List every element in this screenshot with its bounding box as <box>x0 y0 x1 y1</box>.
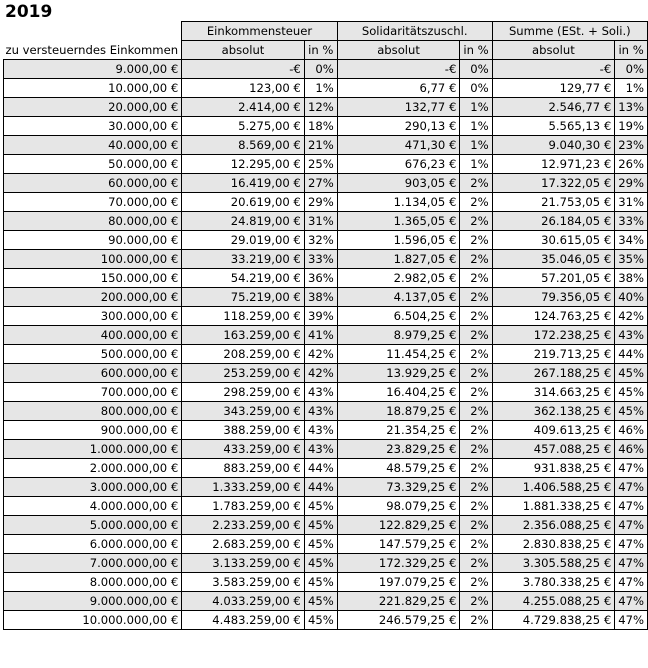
cell-income: 600.000,00 € <box>4 364 182 383</box>
cell-income: 10.000.000,00 € <box>4 611 182 630</box>
table-row <box>4 212 648 231</box>
cell-income: 3.000.000,00 € <box>4 478 182 497</box>
cell-est-absolut: 118.259,00 € <box>182 307 305 326</box>
cell-sum-absolut: 2.830.838,25 € <box>492 535 615 554</box>
table-row <box>4 231 648 250</box>
cell-income: 150.000,00 € <box>4 269 182 288</box>
header-soli-absolut: absolut <box>337 41 460 60</box>
cell-soli-pct: 0% <box>460 60 492 79</box>
table-row <box>4 117 648 136</box>
table-row <box>4 611 648 630</box>
cell-income: 8.000.000,00 € <box>4 573 182 592</box>
cell-soli-pct: 2% <box>460 193 492 212</box>
cell-income: 400.000,00 € <box>4 326 182 345</box>
cell-income: 800.000,00 € <box>4 402 182 421</box>
cell-sum-pct: 46% <box>615 421 648 440</box>
cell-income: 300.000,00 € <box>4 307 182 326</box>
header-sum-absolut: absolut <box>492 41 615 60</box>
cell-est-absolut: 1.783.259,00 € <box>182 497 305 516</box>
cell-est-pct: 31% <box>304 212 337 231</box>
cell-est-pct: 43% <box>304 402 337 421</box>
cell-sum-pct: 31% <box>615 193 648 212</box>
cell-sum-pct: 26% <box>615 155 648 174</box>
cell-income: 60.000,00 € <box>4 174 182 193</box>
header-einkommensteuer: Einkommensteuer <box>182 22 338 41</box>
cell-income: 1.000.000,00 € <box>4 440 182 459</box>
cell-soli-absolut: 676,23 € <box>337 155 460 174</box>
cell-sum-pct: 45% <box>615 383 648 402</box>
cell-soli-pct: 2% <box>460 478 492 497</box>
table-row <box>4 307 648 326</box>
table-row <box>4 497 648 516</box>
table-row <box>4 136 648 155</box>
cell-sum-pct: 42% <box>615 307 648 326</box>
cell-sum-absolut: 3.780.338,25 € <box>492 573 615 592</box>
cell-soli-absolut: 903,05 € <box>337 174 460 193</box>
cell-sum-absolut: 129,77 € <box>492 79 615 98</box>
cell-est-pct: 32% <box>304 231 337 250</box>
cell-sum-pct: 47% <box>615 554 648 573</box>
cell-est-absolut: 33.219,00 € <box>182 250 305 269</box>
cell-income: 5.000.000,00 € <box>4 516 182 535</box>
header-soli-pct: in % <box>460 41 492 60</box>
cell-est-absolut: 433.259,00 € <box>182 440 305 459</box>
cell-soli-pct: 2% <box>460 364 492 383</box>
cell-est-absolut: 1.333.259,00 € <box>182 478 305 497</box>
cell-est-pct: 45% <box>304 554 337 573</box>
cell-soli-absolut: 471,30 € <box>337 136 460 155</box>
cell-soli-absolut: 16.404,25 € <box>337 383 460 402</box>
cell-est-absolut: 24.819,00 € <box>182 212 305 231</box>
cell-sum-absolut: 124.763,25 € <box>492 307 615 326</box>
cell-soli-pct: 2% <box>460 231 492 250</box>
cell-soli-pct: 2% <box>460 326 492 345</box>
table-row <box>4 345 648 364</box>
cell-sum-absolut: 57.201,05 € <box>492 269 615 288</box>
cell-est-absolut: 3.583.259,00 € <box>182 573 305 592</box>
cell-sum-pct: 35% <box>615 250 648 269</box>
cell-soli-absolut: 73.329,25 € <box>337 478 460 497</box>
cell-est-pct: 45% <box>304 611 337 630</box>
cell-income: 200.000,00 € <box>4 288 182 307</box>
cell-est-pct: 27% <box>304 174 337 193</box>
cell-soli-pct: 2% <box>460 535 492 554</box>
cell-est-absolut: 208.259,00 € <box>182 345 305 364</box>
cell-est-absolut: 163.259,00 € <box>182 326 305 345</box>
cell-sum-absolut: 26.184,05 € <box>492 212 615 231</box>
cell-est-absolut: 253.259,00 € <box>182 364 305 383</box>
cell-soli-pct: 2% <box>460 288 492 307</box>
cell-est-pct: 1% <box>304 79 337 98</box>
cell-sum-absolut: - € <box>492 60 615 79</box>
table-row <box>4 250 648 269</box>
table-row <box>4 288 648 307</box>
cell-est-pct: 42% <box>304 345 337 364</box>
cell-soli-pct: 2% <box>460 174 492 193</box>
cell-est-pct: 36% <box>304 269 337 288</box>
cell-soli-pct: 2% <box>460 421 492 440</box>
cell-est-absolut: 883.259,00 € <box>182 459 305 478</box>
cell-est-pct: 45% <box>304 592 337 611</box>
table-row <box>4 364 648 383</box>
table-row <box>4 155 648 174</box>
cell-soli-absolut: - € <box>337 60 460 79</box>
cell-soli-absolut: 1.827,05 € <box>337 250 460 269</box>
header-solidaritaetszuschlag: Solidaritätszuschl. <box>337 22 492 41</box>
cell-est-absolut: 16.419,00 € <box>182 174 305 193</box>
cell-sum-pct: 1% <box>615 79 648 98</box>
cell-soli-pct: 2% <box>460 497 492 516</box>
table-row <box>4 269 648 288</box>
cell-income: 2.000.000,00 € <box>4 459 182 478</box>
table-row <box>4 193 648 212</box>
cell-soli-pct: 2% <box>460 440 492 459</box>
cell-est-absolut: - € <box>182 60 305 79</box>
cell-est-pct: 43% <box>304 421 337 440</box>
cell-soli-pct: 2% <box>460 212 492 231</box>
cell-est-absolut: 8.569,00 € <box>182 136 305 155</box>
cell-soli-pct: 1% <box>460 98 492 117</box>
table-row <box>4 98 648 117</box>
cell-est-pct: 39% <box>304 307 337 326</box>
cell-est-pct: 25% <box>304 155 337 174</box>
cell-sum-absolut: 457.088,25 € <box>492 440 615 459</box>
cell-soli-absolut: 21.354,25 € <box>337 421 460 440</box>
cell-soli-pct: 1% <box>460 117 492 136</box>
cell-sum-pct: 23% <box>615 136 648 155</box>
cell-est-pct: 43% <box>304 440 337 459</box>
cell-sum-pct: 43% <box>615 326 648 345</box>
cell-income: 50.000,00 € <box>4 155 182 174</box>
cell-soli-pct: 2% <box>460 269 492 288</box>
cell-est-pct: 45% <box>304 535 337 554</box>
table-row <box>4 573 648 592</box>
table-row <box>4 459 648 478</box>
cell-sum-absolut: 4.255.088,25 € <box>492 592 615 611</box>
cell-soli-pct: 2% <box>460 611 492 630</box>
table-row <box>4 554 648 573</box>
cell-est-absolut: 20.619,00 € <box>182 193 305 212</box>
cell-income: 9.000.000,00 € <box>4 592 182 611</box>
header-sum-pct: in % <box>615 41 648 60</box>
cell-est-pct: 29% <box>304 193 337 212</box>
cell-sum-absolut: 35.046,05 € <box>492 250 615 269</box>
cell-soli-absolut: 1.596,05 € <box>337 231 460 250</box>
cell-income: 900.000,00 € <box>4 421 182 440</box>
cell-soli-pct: 2% <box>460 383 492 402</box>
group-header-row <box>4 22 648 41</box>
table-row <box>4 402 648 421</box>
cell-soli-absolut: 98.079,25 € <box>337 497 460 516</box>
cell-sum-absolut: 9.040,30 € <box>492 136 615 155</box>
cell-soli-absolut: 197.079,25 € <box>337 573 460 592</box>
cell-income: 4.000.000,00 € <box>4 497 182 516</box>
cell-income: 90.000,00 € <box>4 231 182 250</box>
cell-soli-absolut: 290,13 € <box>337 117 460 136</box>
cell-est-absolut: 388.259,00 € <box>182 421 305 440</box>
cell-soli-absolut: 2.982,05 € <box>337 269 460 288</box>
cell-est-absolut: 343.259,00 € <box>182 402 305 421</box>
tax-table <box>3 21 648 630</box>
cell-sum-pct: 45% <box>615 364 648 383</box>
cell-income: 7.000.000,00 € <box>4 554 182 573</box>
cell-soli-absolut: 4.137,05 € <box>337 288 460 307</box>
cell-soli-pct: 2% <box>460 250 492 269</box>
cell-est-pct: 44% <box>304 459 337 478</box>
cell-income: 6.000.000,00 € <box>4 535 182 554</box>
cell-est-absolut: 29.019,00 € <box>182 231 305 250</box>
table-row <box>4 174 648 193</box>
cell-soli-pct: 2% <box>460 459 492 478</box>
cell-soli-absolut: 172.329,25 € <box>337 554 460 573</box>
cell-est-pct: 41% <box>304 326 337 345</box>
cell-est-absolut: 4.033.259,00 € <box>182 592 305 611</box>
cell-soli-pct: 2% <box>460 516 492 535</box>
header-est-absolut: absolut <box>182 41 305 60</box>
cell-est-pct: 33% <box>304 250 337 269</box>
cell-sum-pct: 47% <box>615 592 648 611</box>
cell-soli-pct: 2% <box>460 554 492 573</box>
cell-sum-absolut: 219.713,25 € <box>492 345 615 364</box>
table-row <box>4 440 648 459</box>
cell-soli-absolut: 6.504,25 € <box>337 307 460 326</box>
cell-sum-absolut: 21.753,05 € <box>492 193 615 212</box>
cell-soli-pct: 2% <box>460 573 492 592</box>
cell-sum-pct: 47% <box>615 459 648 478</box>
cell-sum-pct: 47% <box>615 516 648 535</box>
page-title: 2019 <box>5 2 53 22</box>
cell-sum-pct: 19% <box>615 117 648 136</box>
cell-sum-pct: 45% <box>615 402 648 421</box>
cell-sum-pct: 47% <box>615 573 648 592</box>
cell-est-pct: 45% <box>304 573 337 592</box>
cell-soli-absolut: 13.929,25 € <box>337 364 460 383</box>
cell-sum-pct: 40% <box>615 288 648 307</box>
cell-sum-absolut: 3.305.588,25 € <box>492 554 615 573</box>
cell-soli-absolut: 11.454,25 € <box>337 345 460 364</box>
cell-soli-pct: 2% <box>460 345 492 364</box>
table-row <box>4 516 648 535</box>
cell-est-pct: 12% <box>304 98 337 117</box>
cell-sum-pct: 34% <box>615 231 648 250</box>
header-summe: Summe (ESt. + Soli.) <box>492 22 647 41</box>
cell-est-pct: 0% <box>304 60 337 79</box>
cell-est-pct: 18% <box>304 117 337 136</box>
cell-sum-pct: 33% <box>615 212 648 231</box>
cell-income: 40.000,00 € <box>4 136 182 155</box>
cell-soli-absolut: 221.829,25 € <box>337 592 460 611</box>
table-row <box>4 592 648 611</box>
cell-est-absolut: 5.275,00 € <box>182 117 305 136</box>
cell-sum-pct: 44% <box>615 345 648 364</box>
cell-soli-absolut: 8.979,25 € <box>337 326 460 345</box>
cell-sum-pct: 47% <box>615 478 648 497</box>
cell-est-absolut: 2.683.259,00 € <box>182 535 305 554</box>
table-row <box>4 535 648 554</box>
table-row <box>4 421 648 440</box>
cell-sum-absolut: 362.138,25 € <box>492 402 615 421</box>
cell-soli-absolut: 23.829,25 € <box>337 440 460 459</box>
cell-est-pct: 45% <box>304 516 337 535</box>
cell-sum-absolut: 1.406.588,25 € <box>492 478 615 497</box>
cell-sum-absolut: 2.546,77 € <box>492 98 615 117</box>
cell-soli-absolut: 1.365,05 € <box>337 212 460 231</box>
cell-sum-absolut: 267.188,25 € <box>492 364 615 383</box>
table-row <box>4 326 648 345</box>
cell-sum-absolut: 314.663,25 € <box>492 383 615 402</box>
cell-income: 700.000,00 € <box>4 383 182 402</box>
cell-sum-pct: 13% <box>615 98 648 117</box>
cell-sum-pct: 47% <box>615 611 648 630</box>
cell-est-absolut: 54.219,00 € <box>182 269 305 288</box>
cell-sum-pct: 0% <box>615 60 648 79</box>
table-row <box>4 383 648 402</box>
cell-soli-absolut: 6,77 € <box>337 79 460 98</box>
cell-est-pct: 45% <box>304 497 337 516</box>
cell-income: 20.000,00 € <box>4 98 182 117</box>
table-row <box>4 478 648 497</box>
cell-sum-absolut: 409.613,25 € <box>492 421 615 440</box>
cell-soli-absolut: 1.134,05 € <box>337 193 460 212</box>
cell-est-absolut: 2.233.259,00 € <box>182 516 305 535</box>
header-corner <box>4 22 182 41</box>
table-row <box>4 79 648 98</box>
cell-soli-absolut: 147.579,25 € <box>337 535 460 554</box>
cell-soli-pct: 1% <box>460 136 492 155</box>
cell-sum-absolut: 12.971,23 € <box>492 155 615 174</box>
header-income-label: zu versteuerndes Einkommen <box>4 41 182 60</box>
cell-sum-pct: 29% <box>615 174 648 193</box>
cell-soli-absolut: 132,77 € <box>337 98 460 117</box>
cell-sum-pct: 47% <box>615 497 648 516</box>
cell-sum-absolut: 1.881.338,25 € <box>492 497 615 516</box>
cell-soli-pct: 1% <box>460 155 492 174</box>
cell-est-absolut: 298.259,00 € <box>182 383 305 402</box>
cell-est-pct: 42% <box>304 364 337 383</box>
cell-soli-absolut: 122.829,25 € <box>337 516 460 535</box>
cell-est-pct: 38% <box>304 288 337 307</box>
cell-est-pct: 21% <box>304 136 337 155</box>
cell-est-absolut: 2.414,00 € <box>182 98 305 117</box>
cell-sum-absolut: 172.238,25 € <box>492 326 615 345</box>
cell-income: 9.000,00 € <box>4 60 182 79</box>
cell-sum-absolut: 79.356,05 € <box>492 288 615 307</box>
cell-soli-absolut: 48.579,25 € <box>337 459 460 478</box>
cell-sum-pct: 46% <box>615 440 648 459</box>
cell-income: 500.000,00 € <box>4 345 182 364</box>
cell-soli-absolut: 18.879,25 € <box>337 402 460 421</box>
cell-sum-absolut: 4.729.838,25 € <box>492 611 615 630</box>
cell-sum-absolut: 17.322,05 € <box>492 174 615 193</box>
cell-income: 80.000,00 € <box>4 212 182 231</box>
cell-est-absolut: 3.133.259,00 € <box>182 554 305 573</box>
cell-sum-absolut: 2.356.088,25 € <box>492 516 615 535</box>
cell-sum-pct: 47% <box>615 535 648 554</box>
cell-soli-absolut: 246.579,25 € <box>337 611 460 630</box>
cell-est-pct: 44% <box>304 478 337 497</box>
cell-est-absolut: 123,00 € <box>182 79 305 98</box>
cell-income: 10.000,00 € <box>4 79 182 98</box>
cell-est-absolut: 4.483.259,00 € <box>182 611 305 630</box>
cell-income: 70.000,00 € <box>4 193 182 212</box>
cell-income: 100.000,00 € <box>4 250 182 269</box>
cell-income: 30.000,00 € <box>4 117 182 136</box>
cell-sum-absolut: 5.565,13 € <box>492 117 615 136</box>
cell-est-absolut: 12.295,00 € <box>182 155 305 174</box>
sub-header-row <box>4 41 648 60</box>
cell-sum-absolut: 30.615,05 € <box>492 231 615 250</box>
cell-soli-pct: 2% <box>460 307 492 326</box>
table-row <box>4 60 648 79</box>
cell-est-pct: 43% <box>304 383 337 402</box>
header-est-pct: in % <box>304 41 337 60</box>
cell-soli-pct: 2% <box>460 402 492 421</box>
cell-sum-pct: 38% <box>615 269 648 288</box>
cell-soli-pct: 2% <box>460 592 492 611</box>
cell-soli-pct: 0% <box>460 79 492 98</box>
cell-sum-absolut: 931.838,25 € <box>492 459 615 478</box>
cell-est-absolut: 75.219,00 € <box>182 288 305 307</box>
